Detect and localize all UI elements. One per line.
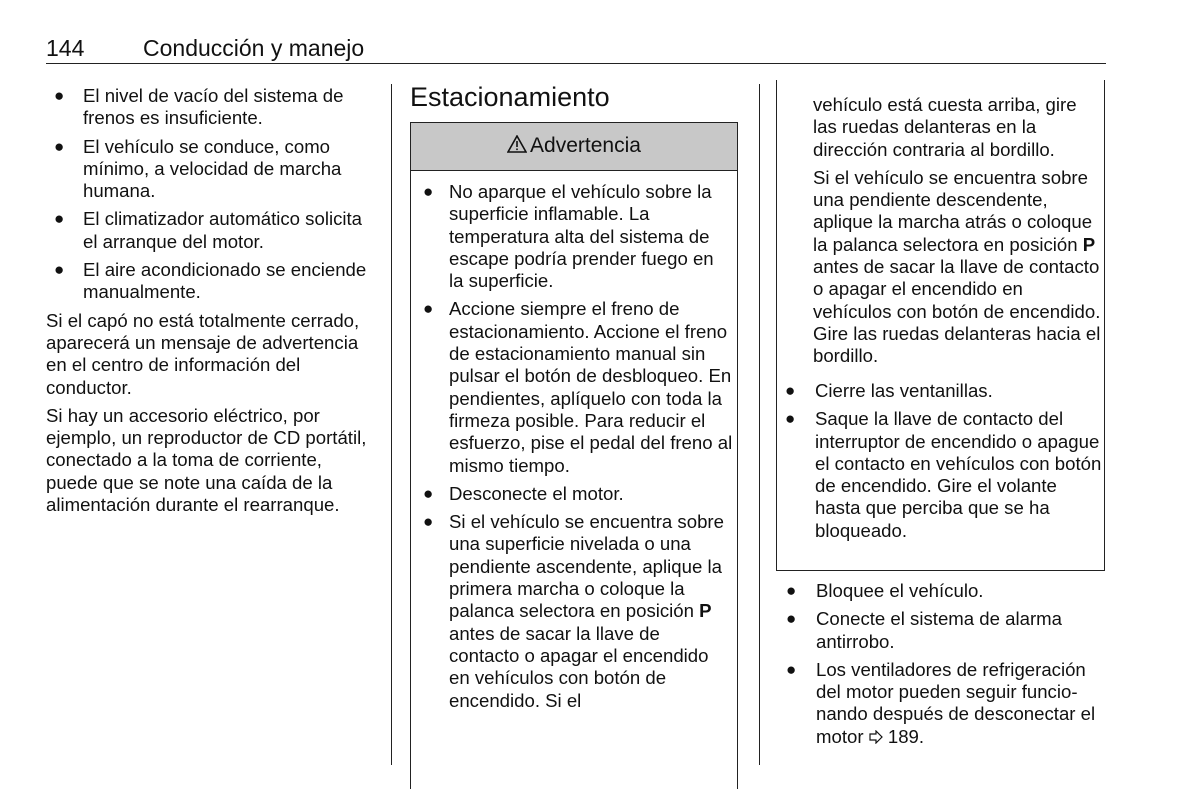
list-item: ● Los ventiladores de refrigeración del motor pueden seguir funcionando después de desconectar el motor 189.: [786, 658, 1096, 747]
section-title: Estacionamiento: [410, 82, 610, 112]
list-item: ● Desconecte el motor.: [423, 482, 624, 504]
bullet-icon: ●: [423, 483, 434, 503]
bullet-icon: ●: [786, 659, 797, 679]
warning-label: Advertencia: [530, 134, 641, 158]
column-divider: [759, 84, 760, 765]
list-item: ● El nivel de vacío del sistema de frenos es insuficiente.: [54, 85, 344, 129]
paragraph-hood: Si el capó no está totalmente cerrado, aparecerá un mensaje de advertencia en el centro de información del conductor.: [46, 309, 360, 398]
condition-list: [46, 85, 376, 304]
parking-steps-list: [778, 580, 1108, 754]
list-item: ● El climatizador automático solicita el arranque del motor.: [54, 208, 363, 252]
warning-box-continued: [776, 80, 1105, 571]
list-item: ● No aparque el vehículo sobre la superficie inflamable. La temperatura alta del sistema de escape podría prender fuego en la superficie.: [423, 181, 714, 292]
warning-header: [411, 123, 737, 171]
page-reference[interactable]: 189.: [887, 725, 925, 747]
warning-continued-text: [813, 94, 1103, 374]
chapter-title: Conducción y manejo: [143, 35, 365, 61]
column-middle: [410, 80, 740, 711]
page-reference-arrow-icon: [869, 726, 883, 747]
list-item: ● Accione siempre el freno de estacionamiento. Accione el freno de estacionamiento manual sin pulsar el botón de desbloqueo. En pendientes, aplíquelo con toda la firmeza posible. Para reducir el esfuerzo, pise el pedal del freno al mismo tiempo.: [423, 298, 733, 476]
warning-box: [410, 122, 738, 789]
list-item: ● El vehículo se conduce, como mínimo, a velocidad de marcha humana.: [54, 135, 342, 202]
bullet-icon: ●: [786, 581, 797, 600]
bullet-icon: ●: [786, 609, 797, 629]
bullet-icon: ●: [54, 86, 65, 105]
list-item: ● Cierre las ventanillas.: [785, 380, 993, 401]
bullet-icon: ●: [54, 136, 65, 156]
continued-paragraph: vehículo está cuesta arriba, gire las ruedas delanteras en la dirección contraria al bordillo.: [813, 94, 1077, 160]
list-item: ● El aire acondicionado se enciende manualmente.: [54, 259, 367, 303]
warning-list-continued: [777, 380, 1103, 548]
bullet-icon: ●: [785, 381, 796, 400]
header-divider: [46, 63, 1106, 64]
bullet-icon: ●: [54, 209, 65, 229]
paragraph-accessory: Si hay un accesorio eléctrico, por ejemplo, un reproductor de CD portátil, conectado a la toma de corriente, puede que se note una caída de la alimentación durante el rearranque.: [46, 404, 367, 516]
bullet-icon: ●: [54, 260, 65, 280]
list-item: ● Bloquee el vehículo.: [786, 580, 984, 601]
warning-triangle-icon: [507, 135, 527, 158]
column-divider: [391, 84, 392, 765]
list-item: ● Saque la llave de contacto del interruptor de encendido o apague el contacto en vehículos con botón de encendido. Gire el volante hasta que perciba que se ha bloqueado.: [785, 408, 1102, 541]
bullet-icon: ●: [423, 182, 434, 201]
page-number: 144: [46, 35, 85, 61]
list-item: ● Si el vehículo se encuentra sobre una superficie nivelada o una pendiente ascendente, aplique la primera marcha o coloque la palanca selectora en posición P antes de sacar la llave de contacto o apagar el encendido en vehículos con botón de encendido. Si el: [423, 511, 724, 711]
bullet-icon: ●: [423, 512, 434, 532]
warning-list: [415, 181, 733, 718]
page-header: [46, 32, 1106, 66]
column-left: [46, 85, 376, 522]
bullet-icon: ●: [423, 299, 434, 319]
downhill-paragraph: Si el vehículo se encuentra sobre una pendiente descendente, aplique la marcha atrás o coloque la palanca selectora en posición P antes de sacar la llave de contacto o apagar el encendido en vehículos con botón de encendido. Gire las ruedas delanteras hacia el bordillo.: [813, 166, 1101, 367]
bullet-icon: ●: [785, 409, 796, 429]
list-item: ● Conecte el sistema de alarma antirrobo.: [786, 608, 1062, 652]
